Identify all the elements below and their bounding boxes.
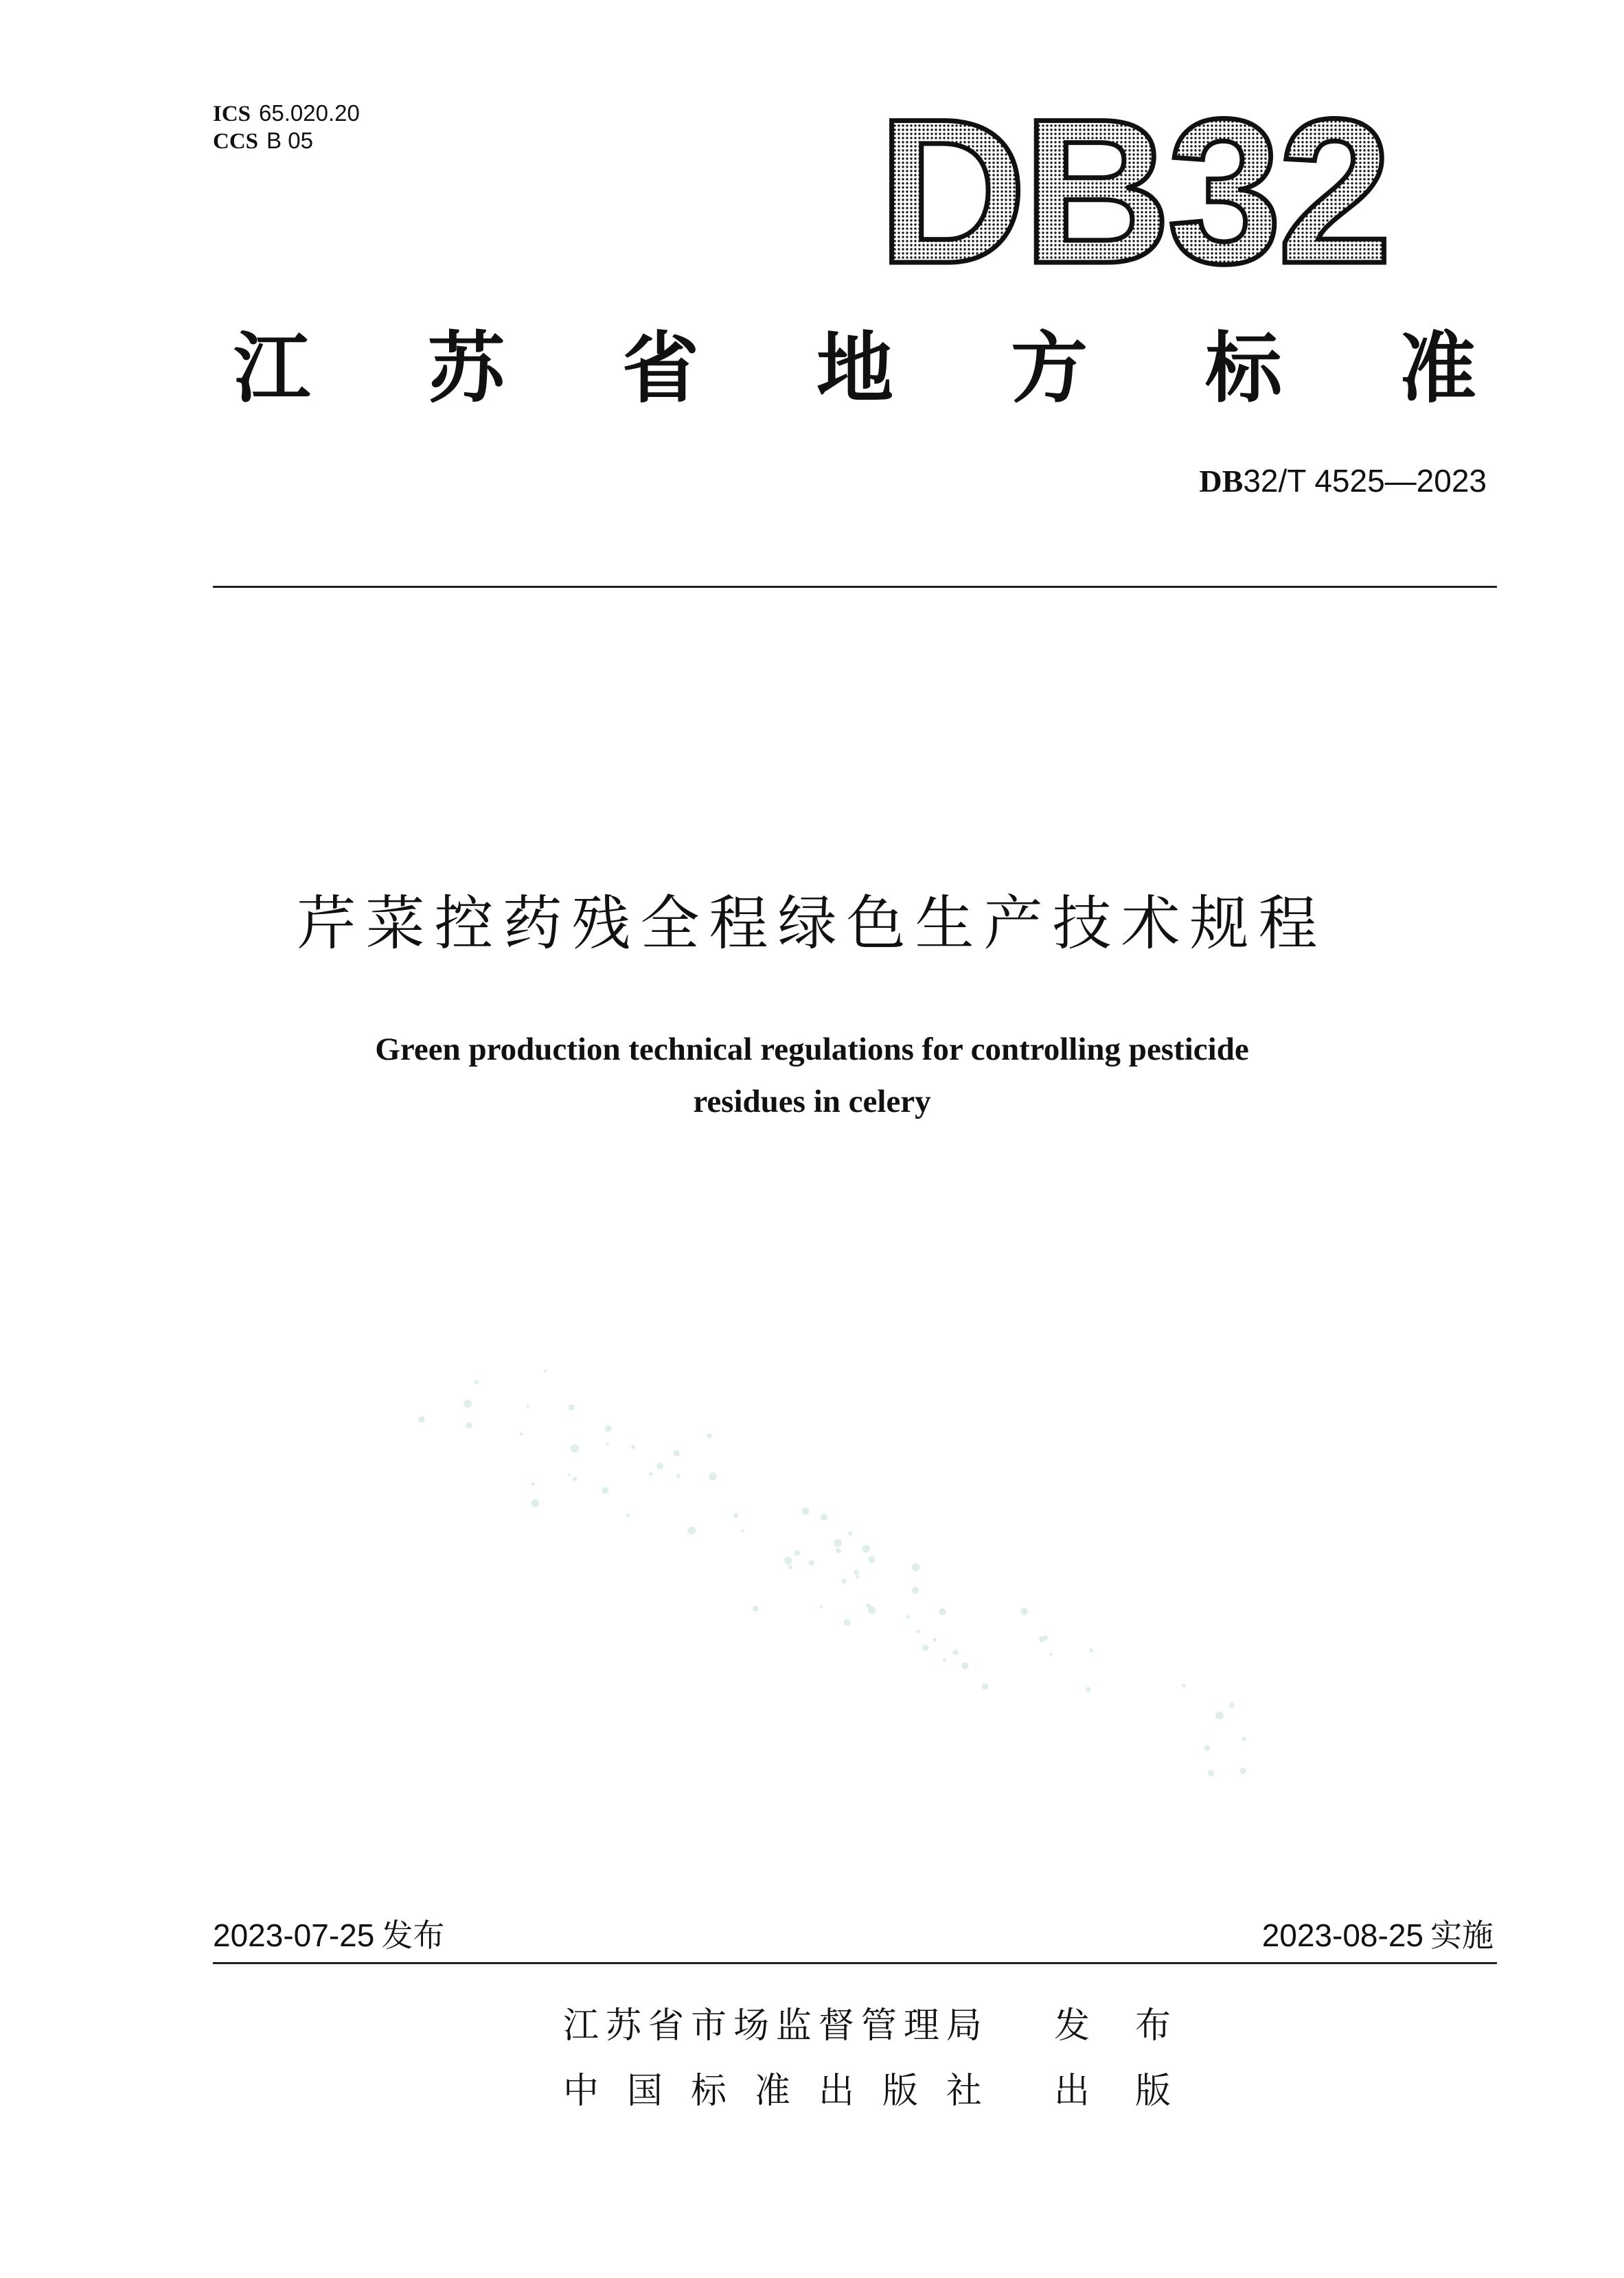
bottom-divider <box>213 1962 1497 1964</box>
watermark-dot <box>1043 1635 1048 1640</box>
issuer-name <box>563 1998 982 2053</box>
issuer-name-char: 场 <box>733 2005 769 2047</box>
watermark-dot <box>1020 1608 1028 1615</box>
watermark-dot <box>933 1638 937 1642</box>
watermark-dot <box>656 1463 663 1470</box>
watermark-dot <box>912 1587 919 1594</box>
title-chinese: 芹菜控药残全程绿色生产技术规程 <box>297 889 1327 958</box>
standard-type-char: 地 <box>816 324 893 413</box>
watermark-dot <box>868 1556 875 1563</box>
watermark-dot <box>526 1404 529 1407</box>
watermark-dot <box>939 1608 946 1616</box>
watermark-dot <box>626 1514 630 1517</box>
issuer-role-char: 布 <box>1134 2005 1171 2047</box>
issuer-role-char: 出 <box>1054 2071 1090 2112</box>
ccs-code: B 05 <box>266 128 313 153</box>
watermark-dot <box>605 1425 612 1432</box>
issuer-name-char: 督 <box>818 2005 854 2047</box>
watermark-dot <box>961 1662 968 1669</box>
implement-date-value: 2023-08-25 <box>1261 1917 1423 1953</box>
watermark-dot <box>1204 1745 1210 1751</box>
watermark-dot <box>1050 1653 1053 1656</box>
watermark-dot <box>631 1445 635 1449</box>
issuer-name-char: 国 <box>626 2071 663 2112</box>
watermark-dot <box>1242 1737 1246 1742</box>
watermark-dot <box>709 1472 716 1480</box>
watermark-dot <box>531 1482 535 1486</box>
implement-date-word: 实施 <box>1430 1917 1494 1954</box>
watermark-dot <box>707 1433 712 1438</box>
issuer-role-char: 发 <box>1054 2005 1090 2047</box>
watermark-dot <box>573 1477 577 1481</box>
standard-type-char: 江 <box>233 324 310 413</box>
watermark-dot <box>531 1499 540 1507</box>
issuer-role <box>1054 2064 1171 2119</box>
watermark-dot <box>466 1422 472 1428</box>
standard-type-char: 准 <box>1399 324 1476 413</box>
watermark-dot <box>854 1570 859 1575</box>
issuer-name-char: 市 <box>690 2005 727 2047</box>
standard-type-char: 方 <box>1011 324 1088 413</box>
issuer-name-char: 中 <box>563 2071 599 2112</box>
ics-code: 65.020.20 <box>259 100 360 126</box>
watermark-dot <box>602 1487 608 1494</box>
implement-date <box>1262 1915 1494 1956</box>
standard-number-rest: 32/T 4525—2023 <box>1243 463 1487 499</box>
issuer-name-char: 理 <box>903 2005 939 2047</box>
issuer-name-char: 局 <box>946 2005 982 2047</box>
watermark-dot <box>943 1659 946 1662</box>
issuer-row-publisher <box>563 1998 1181 2053</box>
watermark-dot <box>906 1615 910 1619</box>
watermark-dot <box>912 1563 920 1571</box>
watermark-dot <box>464 1400 472 1408</box>
issuer-name-char: 标 <box>690 2071 727 2112</box>
issuer-name-char: 版 <box>882 2071 918 2112</box>
watermark-dot <box>922 1645 928 1651</box>
title-english-line-1: Green production technical regulations for controlling pesticide <box>375 1032 1249 1067</box>
standard-type-char: 苏 <box>428 324 505 413</box>
issuer-name-char: 监 <box>775 2005 812 2047</box>
watermark-dot <box>742 1529 744 1532</box>
watermark-dot <box>842 1579 847 1584</box>
watermark-dot <box>676 1474 681 1478</box>
watermark-dot <box>1208 1770 1215 1777</box>
watermark-dot <box>820 1605 823 1608</box>
watermark-dot <box>794 1550 800 1556</box>
issuer-name-char: 苏 <box>605 2005 641 2047</box>
watermark-dot <box>606 1442 609 1445</box>
watermark-dot <box>1229 1702 1234 1707</box>
watermark-dot <box>1086 1687 1090 1692</box>
watermark-dot <box>836 1548 841 1553</box>
watermark-dot <box>848 1531 852 1536</box>
issuer-name-char: 江 <box>563 2005 599 2047</box>
watermark-dot <box>543 1369 547 1373</box>
watermark-dot <box>1089 1648 1093 1652</box>
watermark-dot <box>788 1565 792 1569</box>
watermark-dot <box>862 1545 870 1552</box>
watermark-dot <box>868 1606 876 1614</box>
watermark-dot <box>418 1416 425 1423</box>
watermark-dot <box>821 1514 827 1520</box>
publish-date-word: 发布 <box>381 1917 445 1954</box>
issuer-name <box>563 2064 982 2119</box>
watermark-dot <box>474 1380 479 1385</box>
watermark-dot <box>844 1619 851 1626</box>
standard-type-heading <box>233 317 1476 420</box>
watermark-dot <box>801 1507 809 1515</box>
standard-type-char: 标 <box>1205 324 1282 413</box>
watermark-dot <box>1239 1768 1246 1774</box>
watermark-dot <box>569 1404 575 1411</box>
issuer-name-char: 准 <box>754 2071 790 2112</box>
db32-logo-text: DB32 <box>878 103 1388 288</box>
standard-number-prefix: DB <box>1199 464 1244 499</box>
issuer-name-char: 管 <box>860 2005 897 2047</box>
top-divider <box>213 586 1497 588</box>
publish-date <box>213 1915 444 1956</box>
watermark-dot <box>1215 1711 1224 1720</box>
watermark-dot <box>753 1606 758 1611</box>
issuer-name-char: 省 <box>648 2005 684 2047</box>
watermark-dot <box>856 1575 860 1579</box>
publish-date-value: 2023-07-25 <box>213 1917 375 1953</box>
watermark-dot <box>649 1472 652 1475</box>
ccs-label: CCS <box>213 129 259 154</box>
standard-type-char: 省 <box>622 324 699 413</box>
issuer-row-press <box>563 2064 1181 2119</box>
watermark-dot <box>1039 1636 1045 1642</box>
watermark-dot <box>917 1630 920 1633</box>
watermark-dot <box>571 1444 579 1453</box>
watermark-dot <box>687 1527 696 1535</box>
issuer-role <box>1054 1998 1171 2053</box>
watermark-dot <box>1182 1684 1185 1687</box>
watermark-dot <box>568 1473 571 1476</box>
watermark-dot <box>953 1650 959 1655</box>
title-english-line-2: residues in celery <box>693 1084 931 1119</box>
issuer-name-char: 出 <box>818 2071 854 2112</box>
standard-number <box>1199 460 1487 502</box>
ics-label: ICS <box>213 102 251 126</box>
watermark-dot <box>866 1604 871 1608</box>
db32-logo <box>872 103 1394 288</box>
watermark-dot <box>674 1450 681 1457</box>
ics-code-line <box>213 100 360 128</box>
issuer-role-char: 版 <box>1134 2071 1171 2112</box>
watermark-dot <box>982 1683 988 1689</box>
watermark-dot <box>784 1557 792 1564</box>
watermark-dot <box>834 1539 841 1547</box>
issuer-name-char: 社 <box>946 2071 982 2112</box>
watermark-dot <box>520 1433 523 1436</box>
title-english <box>0 1023 1624 1128</box>
ccs-code-line <box>213 127 313 155</box>
watermark-dot <box>733 1513 738 1518</box>
watermark-dot <box>809 1560 814 1566</box>
